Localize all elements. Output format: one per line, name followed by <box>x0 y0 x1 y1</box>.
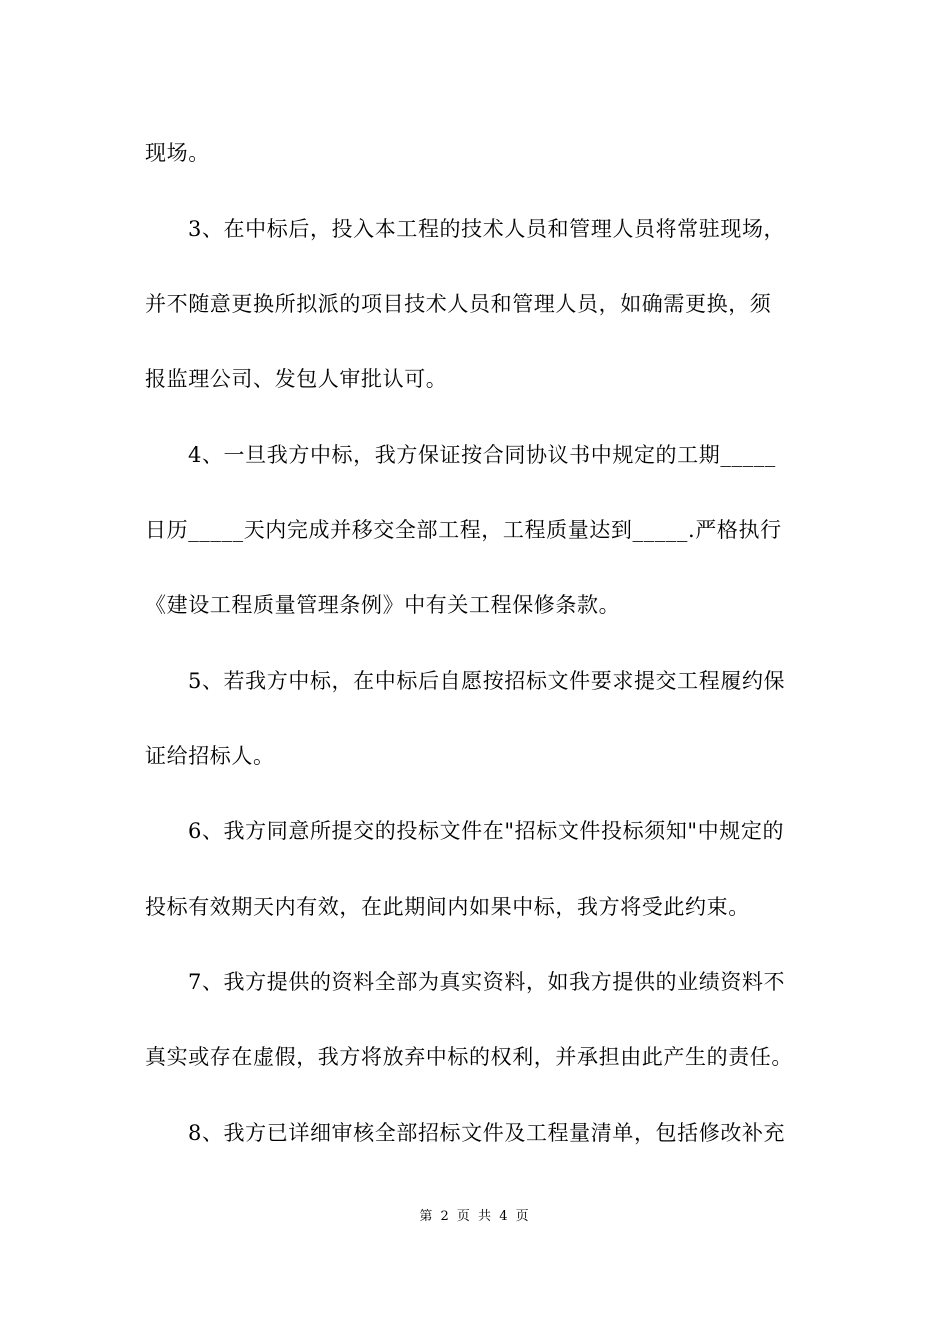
text-line: 投标有效期天内有效，在此期间内如果中标，我方将受此约束。 <box>145 895 750 919</box>
text-line: 真实或存在虚假，我方将放弃中标的权利，并承担由此产生的责任。 <box>145 1045 793 1069</box>
text-line: 证给招标人。 <box>145 744 275 768</box>
text-line: 日历_____天内完成并移交全部工程，工程质量达到_____.严格执行 <box>145 518 782 542</box>
text-line: 报监理公司、发包人审批认可。 <box>145 367 448 391</box>
text-line: 5、若我方中标，在中标后自愿按招标文件要求提交工程履约保 <box>188 669 786 693</box>
text-line: 6、我方同意所提交的投标文件在"招标文件投标须知"中规定的 <box>188 819 785 843</box>
text-line: 现场。 <box>145 141 210 165</box>
text-line: 4、一旦我方中标，我方保证按合同协议书中规定的工期_____ <box>188 443 776 467</box>
text-line: 7、我方提供的资料全部为真实资料，如我方提供的业绩资料不 <box>188 970 786 994</box>
text-line: 并不随意更换所拟派的项目技术人员和管理人员，如确需更换，须 <box>145 292 772 316</box>
text-line: 《建设工程质量管理条例》中有关工程保修条款。 <box>145 593 621 617</box>
text-line: 8、我方已详细审核全部招标文件及工程量清单，包括修改补充 <box>188 1121 786 1145</box>
page-number-footer: 第 2 页 共 4 页 <box>419 1209 531 1224</box>
text-line: 3、在中标后，投入本工程的技术人员和管理人员将常驻现场， <box>188 217 786 241</box>
